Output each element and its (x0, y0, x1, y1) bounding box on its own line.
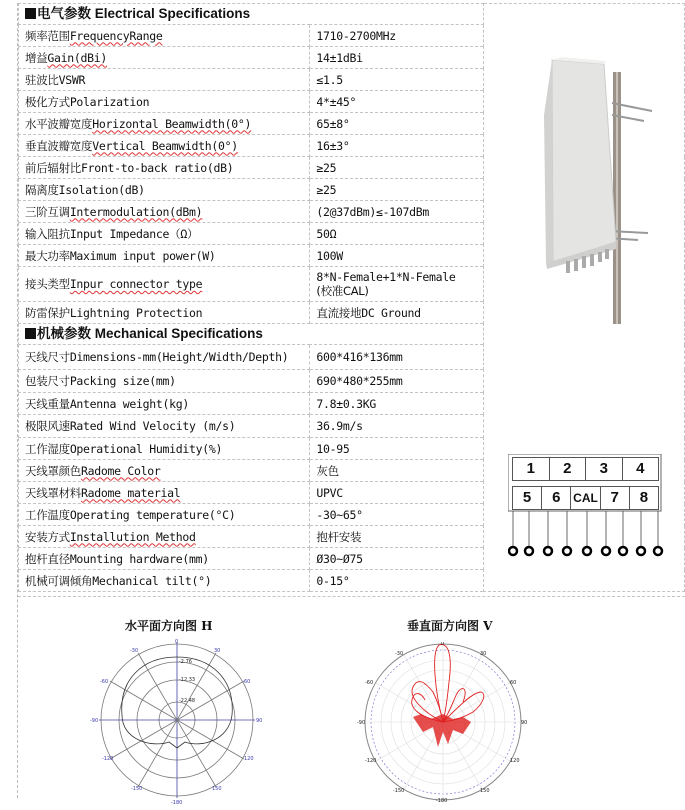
section-title-en: Mechanical Specifications (94, 326, 263, 341)
svg-text:30: 30 (214, 648, 221, 654)
port-label: 6 (542, 487, 571, 509)
spec-label: 包装尺寸Packing size(mm) (19, 370, 310, 393)
svg-text:60: 60 (510, 680, 517, 686)
spec-value: ≤1.5 (310, 69, 483, 91)
port-label: 8 (639, 489, 649, 506)
port-label: 2 (550, 458, 587, 480)
section-title-cn: 机械参数 (37, 326, 91, 342)
spec-value: 100W (310, 245, 483, 267)
spec-label: 极限风速Rated Wind Velocity (m/s) (19, 415, 310, 438)
port-label: 5 (513, 487, 542, 509)
spec-label: 天线重量Antenna weight(kg) (19, 393, 310, 415)
port-label: 4 (636, 460, 645, 477)
spec-label: 接头类型Inpur connector type (19, 267, 310, 302)
spec-label: 极化方式Polarization (19, 91, 310, 113)
spec-label: 水平波瓣宽度Horizontal Beamwidth(0°) (19, 113, 310, 135)
svg-text:-90: -90 (90, 718, 99, 724)
spec-value: 36.9m/s (310, 415, 483, 438)
spec-label: 垂直波瓣宽度Vertical Beamwidth(0°) (19, 135, 310, 157)
spec-label: 三阶互调Intermodulation(dBm) (19, 201, 310, 223)
horizontal-pattern-chart (78, 637, 278, 807)
svg-text:-150: -150 (393, 788, 405, 794)
vertical-pattern-title: 垂直面方向图 V (407, 619, 493, 633)
port-label: 1 (513, 458, 550, 480)
spec-value: 10-95 (310, 438, 483, 460)
section-title-en: Electrical Specifications (94, 6, 251, 21)
spec-label: 安装方式Installution Method (19, 526, 310, 548)
spec-label: 最大功率Maximum input power(W) (19, 245, 310, 267)
svg-text:150: 150 (212, 786, 222, 792)
spec-value: 690*480*255mm (310, 370, 483, 393)
horizontal-pattern-title: 水平面方向图 H (125, 619, 213, 633)
radiation-patterns (18, 596, 685, 806)
svg-text:-180: -180 (436, 798, 448, 802)
spec-value: 4*±45° (310, 91, 483, 113)
svg-text:-22.48: -22.48 (179, 698, 196, 704)
svg-text:-2.76: -2.76 (179, 659, 192, 665)
svg-text:-90: -90 (357, 720, 366, 726)
svg-text:0: 0 (441, 642, 445, 647)
spec-value: -30~65° (310, 504, 483, 526)
spec-label: 前后辐射比Front-to-back ratio(dB) (19, 157, 310, 179)
port-row-top (512, 457, 659, 481)
electrical-section-header (19, 4, 685, 25)
svg-text:90: 90 (521, 720, 528, 726)
spec-value: 0-15° (310, 570, 483, 592)
port-row-bottom (512, 486, 659, 510)
svg-text:-60: -60 (365, 680, 374, 686)
svg-text:-30: -30 (395, 651, 404, 657)
spec-value: 1710-2700MHz (310, 25, 483, 47)
spec-value: 灰色 (310, 460, 483, 482)
spec-label: 天线罩颜色Radome Color (19, 460, 310, 482)
port-label: 3 (586, 458, 623, 480)
svg-text:-30: -30 (130, 648, 139, 654)
vertical-pattern-chart (355, 642, 555, 802)
spec-value: 14±1dBi (310, 47, 483, 69)
svg-text:60: 60 (244, 679, 251, 685)
spec-value: (2@37dBm)≤-107dBm (310, 201, 483, 223)
spec-label: 输入阻抗Input Impedance（Ω） (19, 223, 310, 245)
spec-value: 8*N-Female+1*N-Female (校准CAL) (310, 267, 483, 302)
spec-value: ≥25 (310, 179, 483, 201)
svg-text:-120: -120 (365, 758, 377, 764)
spec-label: 防雷保护Lightning Protection (19, 302, 310, 324)
spec-sheet (17, 3, 685, 806)
port-label: CAL (571, 487, 600, 509)
port-label: 7 (601, 487, 630, 509)
svg-text:90: 90 (256, 718, 263, 724)
svg-text:120: 120 (244, 756, 254, 762)
svg-text:120: 120 (510, 758, 520, 764)
spec-value: Ø30~Ø75 (310, 548, 483, 570)
spec-label: 机械可调倾角Mechanical tilt(°) (19, 570, 310, 592)
antenna-photo (486, 27, 685, 327)
svg-text:-180: -180 (171, 800, 183, 806)
svg-text:0: 0 (175, 639, 179, 645)
spec-label: 抱杆直径Mounting hardware(mm) (19, 548, 310, 570)
spec-value: ≥25 (310, 157, 483, 179)
section-title-cn: 电气参数 (37, 6, 91, 22)
spec-label: 天线罩材料Radome material (19, 482, 310, 504)
spec-value: 50Ω (310, 223, 483, 245)
spec-value: 抱杆安装 (310, 526, 483, 548)
spec-value: 直流接地DC Ground (310, 302, 483, 324)
svg-text:30: 30 (480, 651, 487, 657)
square-bullet-icon (25, 8, 36, 19)
square-bullet-icon (25, 328, 36, 339)
spec-label: 驻波比VSWR (19, 69, 310, 91)
svg-text:-60: -60 (100, 679, 109, 685)
spec-label: 增益Gain(dBi) (19, 47, 310, 69)
spec-value: 65±8° (310, 113, 483, 135)
spec-value: 7.8±0.3KG (310, 393, 483, 415)
spec-label: 天线尺寸Dimensions-mm(Height/Width/Depth) (19, 345, 310, 370)
spec-value: 600*416*136mm (310, 345, 483, 370)
spec-label: 频率范围FrequencyRange (19, 25, 310, 47)
svg-text:-120: -120 (102, 756, 114, 762)
spec-value: UPVC (310, 482, 483, 504)
spec-value: 16±3° (310, 135, 483, 157)
spec-label: 工作湿度Operational Humidity(%) (19, 438, 310, 460)
spec-label: 隔离度Isolation(dB) (19, 179, 310, 201)
svg-text:-12.33: -12.33 (179, 677, 196, 683)
svg-text:-150: -150 (131, 786, 143, 792)
svg-text:150: 150 (480, 788, 490, 794)
spec-label: 工作温度Operating temperature(°C) (19, 504, 310, 526)
